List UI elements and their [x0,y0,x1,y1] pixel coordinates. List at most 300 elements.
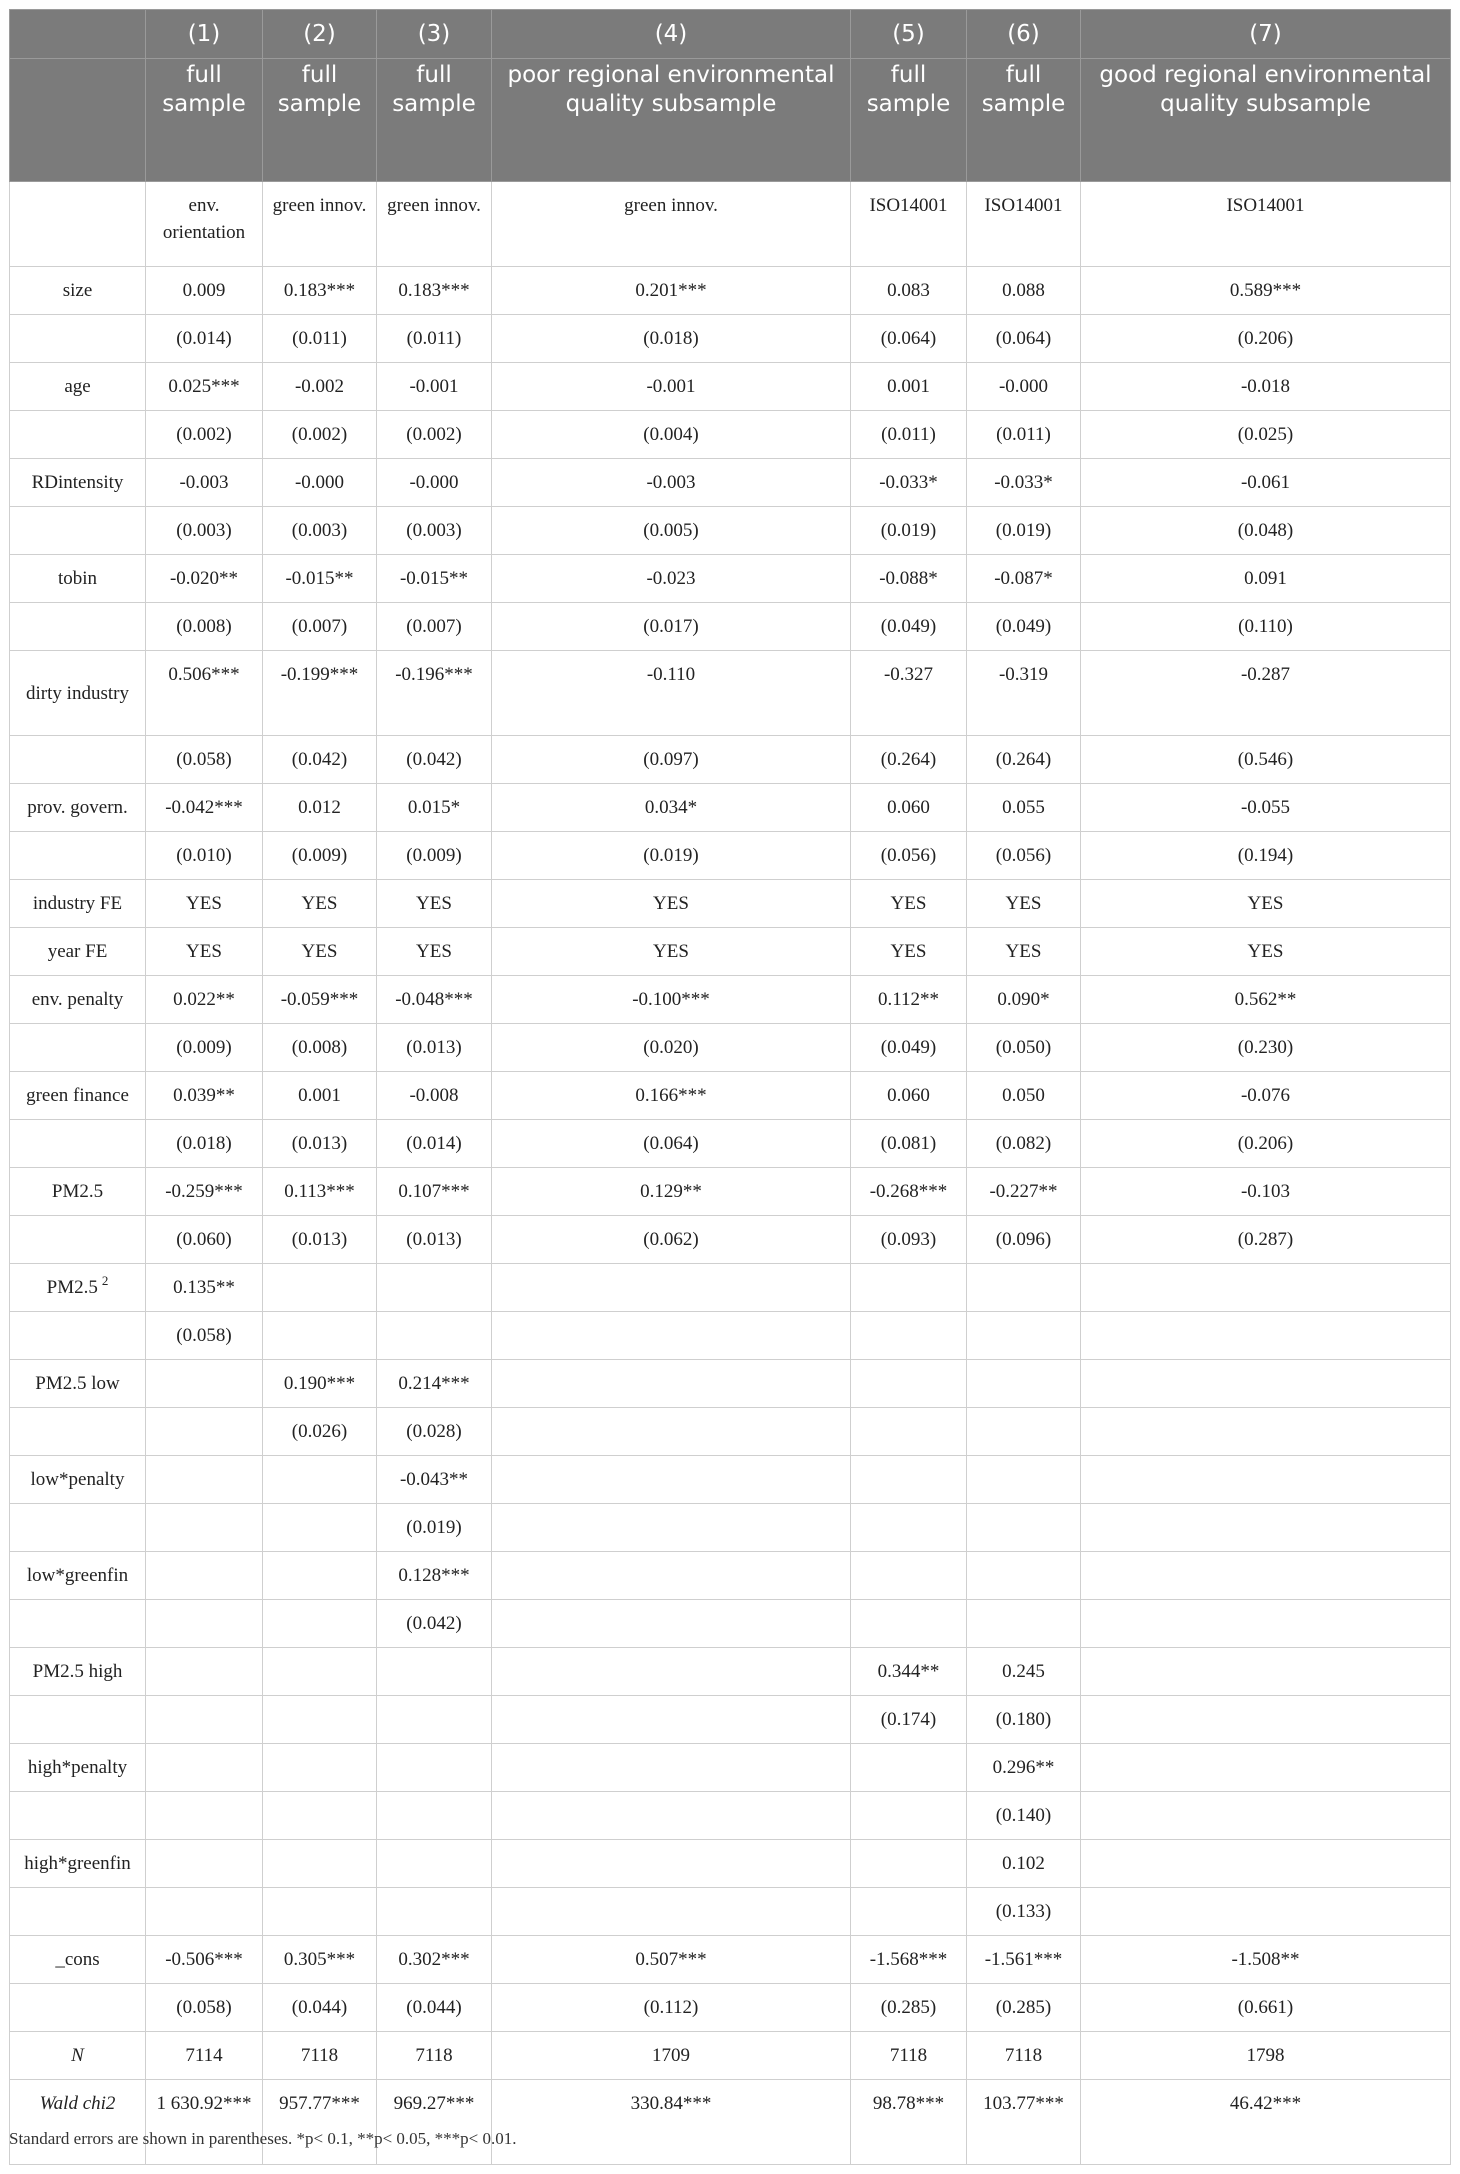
table-cell [492,1840,851,1888]
table-cell: 0.245 [967,1648,1081,1696]
table-cell: YES [851,880,967,928]
table-cell: 0.183*** [263,267,377,315]
table-cell: -0.001 [377,363,492,411]
table-cell: (0.049) [851,603,967,651]
table-row [10,651,1451,736]
table-cell: -0.003 [492,459,851,507]
header-row-column-numbers [10,10,1451,59]
table-row [10,880,1451,928]
table-cell: (0.285) [851,1984,967,2032]
table-cell: 0.190*** [263,1360,377,1408]
table-cell: ISO14001 [1081,182,1451,267]
table-cell: 0.015* [377,784,492,832]
table-cell: 957.77*** [263,2080,377,2165]
table-cell: -0.015** [377,555,492,603]
row-label [10,2032,146,2080]
table-cell [967,1408,1081,1456]
table-cell: (0.014) [377,1120,492,1168]
row-label-text: low*greenfin [26,1565,129,1586]
table-cell [492,1312,851,1360]
table-cell: (0.206) [1081,1120,1451,1168]
table-cell: -0.327 [851,651,967,736]
table-cell: -0.018 [1081,363,1451,411]
table-cell: -0.100*** [492,976,851,1024]
row-label-text: industry FE [32,893,123,914]
table-cell: -0.076 [1081,1072,1451,1120]
regression-table [9,9,1451,2165]
table-cell: 0.102 [967,1840,1081,1888]
table-cell [146,1792,263,1840]
row-label [10,182,146,267]
row-label-text: N [71,2045,84,2066]
table-cell: 0.055 [967,784,1081,832]
table-cell [377,1888,492,1936]
row-label [10,1840,146,1888]
table-cell: 0.012 [263,784,377,832]
table-cell: (0.285) [967,1984,1081,2032]
table-cell: 0.305*** [263,1936,377,1984]
table-cell: -0.002 [263,363,377,411]
table-cell: -0.319 [967,651,1081,736]
table-cell: 0.201*** [492,267,851,315]
table-cell [263,1504,377,1552]
table-cell: (0.546) [1081,736,1451,784]
table-cell [1081,1408,1451,1456]
table-row [10,603,1451,651]
table-cell: -0.088* [851,555,967,603]
table-cell: -0.048*** [377,976,492,1024]
header-cell: (7) [1081,10,1451,59]
table-row [10,1936,1451,1984]
table-cell: 7114 [146,2032,263,2080]
row-label-text: PM2.5 [51,1181,104,1202]
table-cell: 0.296** [967,1744,1081,1792]
table-cell [851,1408,967,1456]
table-cell: (0.017) [492,603,851,651]
table-cell: (0.042) [377,1600,492,1648]
table-cell [492,1264,851,1312]
table-cell: 0.001 [851,363,967,411]
table-cell: (0.007) [377,603,492,651]
table-cell: (0.013) [263,1216,377,1264]
table-cell [377,1840,492,1888]
table-cell [377,1696,492,1744]
table-cell [263,1792,377,1840]
table-cell [146,1744,263,1792]
table-cell: (0.025) [1081,411,1451,459]
superscript: 2 [101,1273,109,1288]
table-cell: (0.011) [263,315,377,363]
table-cell: (0.019) [492,832,851,880]
table-cell: (0.194) [1081,832,1451,880]
table-cell [146,1888,263,1936]
table-cell: (0.112) [492,1984,851,2032]
row-label-text: tobin [57,568,98,589]
header-cell: good regional environmental quality subsample [1081,59,1451,182]
table-cell: ISO14001 [851,182,967,267]
table-cell: (0.003) [263,507,377,555]
table-row [10,507,1451,555]
table-cell: -0.000 [967,363,1081,411]
table-row [10,928,1451,976]
table-cell: 46.42*** [1081,2080,1451,2165]
table-cell [377,1264,492,1312]
table-row [10,459,1451,507]
table-cell: 0.083 [851,267,967,315]
table-cell: -0.000 [263,459,377,507]
table-cell: (0.062) [492,1216,851,1264]
table-cell: -0.103 [1081,1168,1451,1216]
table-cell: green innov. [377,182,492,267]
table-cell: (0.110) [1081,603,1451,651]
row-label-text: size [62,280,93,301]
table-cell: (0.002) [146,411,263,459]
table-cell [1081,1264,1451,1312]
row-label [10,1216,146,1264]
table-cell [492,1504,851,1552]
table-cell: 0.128*** [377,1552,492,1600]
table-cell: (0.230) [1081,1024,1451,1072]
row-label [10,2080,146,2165]
row-label [10,1360,146,1408]
row-label-text: low*penalty [30,1469,125,1490]
table-cell: -0.033* [851,459,967,507]
row-label [10,1888,146,1936]
table-cell: 0.034* [492,784,851,832]
table-cell: (0.028) [377,1408,492,1456]
table-cell: 969.27*** [377,2080,492,2165]
table-cell: (0.007) [263,603,377,651]
table-cell: 0.060 [851,784,967,832]
table-cell [492,1360,851,1408]
table-cell: (0.661) [1081,1984,1451,2032]
table-cell: -0.008 [377,1072,492,1120]
table-cell [146,1696,263,1744]
table-row [10,1168,1451,1216]
table-cell: (0.140) [967,1792,1081,1840]
table-cell: (0.010) [146,832,263,880]
table-cell [263,1888,377,1936]
table-cell: (0.004) [492,411,851,459]
table-cell: (0.287) [1081,1216,1451,1264]
table-row [10,1600,1451,1648]
table-cell: ISO14001 [967,182,1081,267]
table-cell: -0.199*** [263,651,377,736]
row-label [10,1456,146,1504]
table-cell: (0.044) [377,1984,492,2032]
table-cell [967,1600,1081,1648]
table-cell: 0.589*** [1081,267,1451,315]
table-cell: (0.180) [967,1696,1081,1744]
row-label [10,1744,146,1792]
table-cell: 98.78*** [851,2080,967,2165]
table-cell [1081,1744,1451,1792]
table-cell: 330.84*** [492,2080,851,2165]
row-label-text: prov. govern. [27,797,128,818]
table-cell [146,1600,263,1648]
table-cell [263,1840,377,1888]
table-cell [263,1600,377,1648]
table-cell: 0.507*** [492,1936,851,1984]
header-cell [10,59,146,182]
header-cell: poor regional environmental quality subsample [492,59,851,182]
table-cell [1081,1360,1451,1408]
table-cell [1081,1648,1451,1696]
table-cell: 0.166*** [492,1072,851,1120]
table-row [10,1504,1451,1552]
table-cell: 0.060 [851,1072,967,1120]
table-cell: (0.056) [967,832,1081,880]
table-cell [492,1792,851,1840]
table-row [10,1792,1451,1840]
table-cell: 1798 [1081,2032,1451,2080]
row-label-text: Wald chi2 [39,2093,116,2114]
table-cell [146,1552,263,1600]
table-row [10,1312,1451,1360]
table-cell: (0.064) [967,315,1081,363]
table-cell [1081,1600,1451,1648]
table-cell: -0.015** [263,555,377,603]
table-cell: (0.003) [146,507,263,555]
row-label-text: green finance [26,1085,129,1106]
table-cell [492,1456,851,1504]
table-cell: -0.110 [492,651,851,736]
table-cell [851,1360,967,1408]
table-cell: YES [377,880,492,928]
row-label [10,832,146,880]
table-cell [146,1504,263,1552]
table-cell: (0.019) [851,507,967,555]
table-cell: YES [263,928,377,976]
table-row [10,182,1451,267]
table-cell: (0.264) [851,736,967,784]
table-cell: -0.059*** [263,976,377,1024]
row-label [10,1552,146,1600]
table-cell [146,1360,263,1408]
table-cell: -1.508** [1081,1936,1451,1984]
table-cell: YES [492,928,851,976]
table-cell: 0.112** [851,976,967,1024]
header-cell: (2) [263,10,377,59]
table-cell [1081,1840,1451,1888]
table-cell: -0.268*** [851,1168,967,1216]
table-row [10,1888,1451,1936]
table-row [10,1648,1451,1696]
table-cell: -0.033* [967,459,1081,507]
header-cell: full sample [967,59,1081,182]
table-cell [146,1408,263,1456]
table-cell: (0.056) [851,832,967,880]
table-cell [146,1840,263,1888]
row-label [10,1936,146,1984]
table-cell: YES [146,880,263,928]
table-row [10,1696,1451,1744]
row-label [10,267,146,315]
table-cell: 0.562** [1081,976,1451,1024]
table-cell [1081,1792,1451,1840]
table-footnote: Standard errors are shown in parentheses. *p< 0.1, **p< 0.05, ***p< 0.01. [9,2129,517,2148]
row-label [10,976,146,1024]
table-cell: 0.302*** [377,1936,492,1984]
table-cell: 0.001 [263,1072,377,1120]
table-body [10,182,1451,2165]
table-cell: (0.133) [967,1888,1081,1936]
table-cell: 0.129** [492,1168,851,1216]
table-cell [146,1456,263,1504]
table-cell: (0.009) [377,832,492,880]
table-cell [851,1600,967,1648]
table-cell [263,1648,377,1696]
table-cell [263,1312,377,1360]
table-cell [851,1264,967,1312]
table-cell: -0.001 [492,363,851,411]
table-row [10,1360,1451,1408]
row-label-text: RDintensity [31,472,124,493]
row-label [10,1984,146,2032]
row-label [10,1504,146,1552]
table-cell [263,1264,377,1312]
table-row [10,1024,1451,1072]
table-cell: (0.042) [377,736,492,784]
table-cell [263,1744,377,1792]
table-cell: 0.344** [851,1648,967,1696]
table-cell: (0.018) [492,315,851,363]
header-cell: full sample [146,59,263,182]
table-cell: (0.018) [146,1120,263,1168]
table-row [10,1552,1451,1600]
row-label-text: env. penalty [31,989,124,1010]
row-label [10,1024,146,1072]
table-cell: (0.096) [967,1216,1081,1264]
row-label [10,363,146,411]
row-label [10,459,146,507]
table-cell: 0.506*** [146,651,263,736]
table-cell [1081,1456,1451,1504]
table-cell: (0.013) [377,1024,492,1072]
table-cell [492,1888,851,1936]
table-cell: -1.561*** [967,1936,1081,1984]
row-label [10,784,146,832]
table-cell [851,1504,967,1552]
row-label-text: age [64,376,91,397]
table-cell [377,1648,492,1696]
table-cell [851,1552,967,1600]
table-cell: (0.050) [967,1024,1081,1072]
table-cell [967,1552,1081,1600]
header-cell: full sample [377,59,492,182]
table-cell [851,1312,967,1360]
row-label [10,1408,146,1456]
table-row [10,1120,1451,1168]
table-cell: 0.113*** [263,1168,377,1216]
table-row [10,555,1451,603]
table-row [10,2032,1451,2080]
table-cell: 0.214*** [377,1360,492,1408]
header-cell: full sample [851,59,967,182]
table-cell: (0.082) [967,1120,1081,1168]
table-cell [967,1312,1081,1360]
table-cell: (0.020) [492,1024,851,1072]
table-cell: (0.060) [146,1216,263,1264]
row-label [10,736,146,784]
table-cell: (0.042) [263,736,377,784]
table-row [10,363,1451,411]
header-cell: (6) [967,10,1081,59]
table-cell: 0.090* [967,976,1081,1024]
table-cell: (0.009) [263,832,377,880]
row-label [10,1648,146,1696]
row-label [10,507,146,555]
table-row [10,1744,1451,1792]
table-cell [492,1552,851,1600]
table-cell: 7118 [851,2032,967,2080]
table-row [10,832,1451,880]
table-cell: -0.020** [146,555,263,603]
header-cell: (5) [851,10,967,59]
row-label [10,1072,146,1120]
table-cell: (0.206) [1081,315,1451,363]
regression-table-container [9,9,1450,2165]
table-cell [492,1600,851,1648]
table-cell: (0.264) [967,736,1081,784]
table-cell: (0.002) [377,411,492,459]
table-cell: (0.013) [377,1216,492,1264]
table-cell: (0.048) [1081,507,1451,555]
table-row [10,1216,1451,1264]
table-cell [263,1696,377,1744]
table-cell: -0.042*** [146,784,263,832]
table-cell: (0.005) [492,507,851,555]
header-cell: (3) [377,10,492,59]
table-cell: (0.014) [146,315,263,363]
table-row [10,736,1451,784]
table-row [10,267,1451,315]
table-cell: (0.049) [851,1024,967,1072]
table-cell [263,1552,377,1600]
table-cell: (0.026) [263,1408,377,1456]
table-cell [492,1408,851,1456]
table-cell: -0.055 [1081,784,1451,832]
table-cell: 0.107*** [377,1168,492,1216]
table-cell: YES [492,880,851,928]
table-cell: green innov. [492,182,851,267]
table-cell: green innov. [263,182,377,267]
table-cell: 1709 [492,2032,851,2080]
table-cell [263,1456,377,1504]
header-cell: (4) [492,10,851,59]
row-label [10,651,146,736]
row-label-text: high*penalty [27,1757,128,1778]
table-row [10,1840,1451,1888]
table-cell [377,1792,492,1840]
table-row [10,1456,1451,1504]
table-row [10,411,1451,459]
table-cell [851,1744,967,1792]
row-label [10,928,146,976]
table-row [10,784,1451,832]
header-row-samples [10,59,1451,182]
table-cell: 7118 [967,2032,1081,2080]
table-cell: (0.064) [492,1120,851,1168]
table-cell: (0.008) [146,603,263,651]
table-cell: (0.009) [146,1024,263,1072]
row-label [10,411,146,459]
table-cell: 0.091 [1081,555,1451,603]
table-row [10,976,1451,1024]
table-cell: (0.011) [851,411,967,459]
row-label-text: PM2.5 high [32,1661,123,1682]
table-cell [492,1648,851,1696]
